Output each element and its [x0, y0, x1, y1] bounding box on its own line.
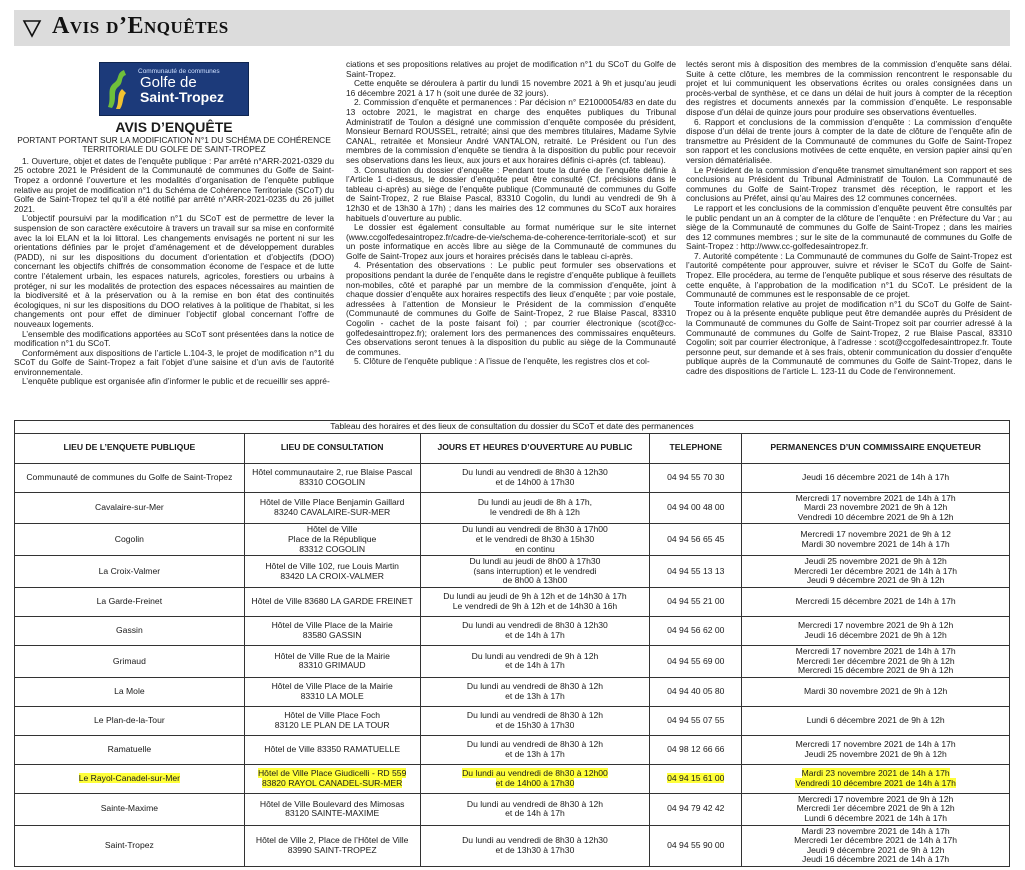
cell-lieu	[15, 492, 245, 524]
paragraph: lectés seront mis à disposition des membres de la commission d’enquête sans délai. Suite à cette clôture, les membres de la commission rencontrent le responsable du projet et lui communiquent les observations écrites ou orales consignées dans un procès-verbal de synthèse, et ce dans un délai de huit jours à compter de la réception des registres et documents annexés par la commission d’enquête. Le responsable dispose d’un délai de quinze jours pour produire ses observations éventuelles.	[686, 59, 1012, 117]
cell-consultation	[244, 764, 420, 793]
cell-line: Mardi 23 novembre 2021 de 9h à 12h	[803, 502, 948, 513]
table-row	[15, 677, 1010, 706]
coastline-logo-icon	[104, 67, 130, 111]
cell-line: Le Plan-de-la-Tour	[94, 714, 165, 725]
cell-line: Hôtel de Ville Place Benjamin Gaillard	[259, 497, 405, 508]
cell-lieu	[15, 463, 245, 492]
cell-line: Du lundi au vendredi de 8h30 à 12h30	[462, 835, 608, 846]
cell-line: 04 94 55 07 55	[667, 714, 725, 725]
cell-telephone	[650, 492, 742, 524]
cell-line: et de 13h30 à 17h30	[495, 844, 575, 855]
cell-telephone	[650, 587, 742, 616]
cell-line: Du lundi au vendredi de 8h30 à 12h	[466, 739, 604, 750]
cell-consultation	[244, 616, 420, 645]
cell-line: La Mole	[114, 685, 145, 696]
cell-line: 83310 LA MOLE	[300, 690, 364, 701]
cell-consultation	[244, 492, 420, 524]
cell-line: 83420 LA CROIX-VALMER	[280, 570, 384, 581]
cell-telephone	[650, 524, 742, 556]
cell-line: Jeudi 25 novembre 2021 de 9h à 12h	[804, 748, 947, 759]
cell-horaires	[420, 735, 650, 764]
cell-telephone	[650, 645, 742, 677]
cell-line: Lundi 6 décembre 2021 de 14h à 17h	[804, 812, 948, 823]
section-title: Avis d’Enquêtes	[52, 13, 229, 39]
cell-permanences	[742, 677, 1010, 706]
cell-line: et de 13h à 17h	[505, 690, 565, 701]
cell-line: Du lundi au vendredi de 8h30 à 12h30	[462, 620, 608, 631]
cell-line: 83120 SAINTE-MAXIME	[285, 808, 380, 819]
cell-consultation	[244, 587, 420, 616]
cell-consultation	[244, 524, 420, 556]
cell-consultation	[244, 677, 420, 706]
paragraph: 7. Autorité compétente : La Communauté de communes du Golfe de Saint-Tropez est l’autorité compétente pour approuver, suivre et réviser le SCoT du Golfe de Saint-Tropez. Elle procédera, au terme de l’enquête publique et sous réserve des résultats de cette enquête, à l’approbation de la modification n°1 du SCoT. Le président de la Communauté de communes est le responsable de ce projet.	[686, 250, 1012, 300]
cell-telephone	[650, 616, 742, 645]
notice-column-1	[14, 60, 334, 387]
cell-line: et de 15h30 à 17h30	[495, 719, 575, 730]
cell-horaires	[420, 492, 650, 524]
cell-consultation	[244, 825, 420, 866]
cell-permanences	[742, 524, 1010, 556]
cell-line: Place de la République	[287, 533, 377, 544]
cell-line: 04 94 55 90 00	[667, 839, 725, 850]
cell-line: Jeudi 9 décembre 2021 de 9h à 12h	[806, 575, 945, 586]
cell-line: 83310 GRIMAUD	[298, 660, 366, 671]
cell-line: Jeudi 16 décembre 2021 de 14h à 17h	[802, 854, 950, 865]
table-body	[15, 463, 1010, 866]
cell-telephone	[650, 793, 742, 825]
cell-consultation	[244, 735, 420, 764]
header-consultation: LIEU DE CONSULTATION	[244, 433, 420, 463]
paragraph: L’ensemble des modifications apportées au SCoT sont présentées dans la notice de modification n°1 du SCoT.	[14, 328, 334, 349]
cell-line: Du lundi au jeudi de 8h à 17h,	[477, 497, 593, 508]
cell-line: et de 14h00 à 17h30	[495, 777, 575, 788]
cell-line: Hôtel de Ville 83350 RAMATUELLE	[264, 743, 401, 754]
cell-consultation	[244, 706, 420, 735]
notice-subtitle: PORTANT PORTANT SUR LA MODIFICATION N°1 DU SCHÉMA DE COHÉRENCE TERRITORIALE DU GOLFE DE SAINT-TROPEZ	[17, 135, 331, 155]
cell-line: 04 98 12 66 66	[667, 743, 725, 754]
table-row	[15, 645, 1010, 677]
table-row	[15, 463, 1010, 492]
header-telephone: TELEPHONE	[650, 433, 742, 463]
cell-line: Mercredi 17 novembre 2021 de 14h à 17h	[795, 492, 956, 503]
header-permanences: PERMANENCES D’UN COMMISSAIRE ENQUETEUR	[742, 433, 1010, 463]
cell-horaires	[420, 463, 650, 492]
table-row	[15, 616, 1010, 645]
paragraph: ciations et ses propositions relatives au projet de modification n°1 du SCoT du Golfe de Saint-Tropez.	[346, 59, 676, 79]
cell-line: Le vendredi de 9h à 12h et de 14h30 à 16h	[452, 600, 618, 611]
cell-line: 04 94 40 05 80	[667, 685, 725, 696]
cell-line: Vendredi 10 décembre 2021 de 9h à 12h	[797, 511, 954, 522]
cell-telephone	[650, 556, 742, 588]
header-horaires: JOURS ET HEURES D’OUVERTURE AU PUBLIC	[420, 433, 650, 463]
cell-line: Hôtel communautaire 2, rue Blaise Pascal	[252, 467, 413, 477]
cell-line: et de 14h à 17h	[505, 808, 565, 819]
cell-line: et de 14h à 17h	[505, 660, 565, 671]
permanences-table-wrapper	[14, 420, 1010, 867]
cell-line: Mercredi 17 novembre 2021 de 9h à 12h	[797, 620, 954, 631]
paragraph: 6. Rapport et conclusions de la commission d’enquête : La commission d’enquête dispose d’un délai de trente jours à compter de la date de clôture de l’enquête afin de transmettre au Président de la Communauté de communes du Golfe de Saint-Tropez son rapport et les conclusions motivées de cette enquête, en version papier ainsi qu’en version dématérialisée.	[686, 116, 1012, 165]
cell-telephone	[650, 706, 742, 735]
cell-line: Du lundi au jeudi de 8h00 à 17h30	[469, 556, 601, 567]
cell-lieu	[15, 524, 245, 556]
cell-horaires	[420, 616, 650, 645]
table-row	[15, 524, 1010, 556]
cell-lieu	[15, 825, 245, 866]
cell-line: La Garde-Freinet	[96, 596, 163, 607]
paragraph: L’enquête publique est organisée afin d’informer le public et de recueillir ses appré-	[22, 376, 330, 387]
cell-line: Ramatuelle	[107, 743, 152, 754]
paragraph: Cette enquête se déroulera à partir du lundi 15 novembre 2021 à 9h et jusqu’au jeudi 16 décembre 2021 à 17 h (soit une durée de 32 jours).	[346, 78, 676, 98]
table-caption: Tableau des horaires et des lieux de consultation du dossier du SCoT et date des permanences	[14, 420, 1010, 433]
table-row	[15, 793, 1010, 825]
logo-name-line1: Golfe de	[140, 74, 197, 91]
paragraph: Le dossier est également consultable au format numérique sur le site internet (www.ccgolfedesaintropez.fr/cadre-de-vie/schema-de-coherence-territoriale-scot) et sur un poste informatique en accès libre au siège de la Communauté de communes du Golfe de Saint-Tropez aux jours et horaires précisés dans le tableau ci-après.	[346, 222, 676, 261]
cell-line: 83310 COGOLIN	[299, 476, 366, 487]
table-row	[15, 735, 1010, 764]
table-row	[15, 825, 1010, 866]
cell-line: Mardi 30 novembre 2021 de 14h à 17h	[801, 538, 950, 549]
cell-line: 83120 LE PLAN DE LA TOUR	[274, 719, 390, 730]
cell-line: le vendredi de 8h à 12h	[490, 506, 580, 517]
cell-line: Cogolin	[114, 533, 144, 544]
cell-line: 04 94 55 70 30	[667, 471, 725, 482]
paragraph: 1. Ouverture, objet et dates de l’enquête publique : Par arrêté n°ARR-2021-0329 du 25 octobre 2021 le Président de la Communauté de communes du Golfe de Saint-Tropez a ordonné l’ouverture et les modalités d’organisation de l’enquête publique relative au projet de modification n°1 du Schéma de Cohérence Territoriale (SCoT) du Golfe de Saint-Tropez tel qu’il a été notifié par arrêté n°ARR-2021-0235 du 26 juillet 2021.	[14, 155, 334, 214]
cell-line: Jeudi 25 novembre 2021 de 9h à 12h	[804, 556, 947, 567]
cell-line: et de 14h à 17h	[505, 629, 565, 640]
cell-line: Du lundi au vendredi de 8h30 à 12h	[466, 681, 604, 692]
triangle-down-icon	[22, 18, 42, 38]
cell-line: 04 94 55 13 13	[667, 565, 725, 576]
cell-line: 04 94 55 69 00	[667, 655, 725, 666]
cell-permanences	[742, 556, 1010, 588]
notice-column-3	[686, 60, 1012, 377]
cell-line: Mardi 23 novembre 2021 de 14h à 17h	[801, 768, 950, 779]
table-row	[15, 587, 1010, 616]
cell-line: 83990 SAINT-TROPEZ	[287, 844, 377, 855]
paragraph: Toute information relative au projet de modification n°1 du SCoT du Golfe de Saint-Tropez ou à la présente enquête publique peut être demandée auprès du Président de la Communauté de communes du Golfe de Saint-Tropez soit par courrier adressé à la Communauté de communes du Golfe de Saint-Tropez, 2 rue Blaise Pascal, 83310 Cogolin; soit par courrier électronique, à l’adresse : scot@ccgolfedesainttropez.fr. Toute personne peut, sur demande et à ses frais, obtenir communication du dossier d’enquête publique auprès de la Communauté de communes du Golfe de Saint-Tropez, dans le cadre des dispositions de l’article L. 123-11 du Code de l’environnement.	[686, 298, 1012, 376]
cell-line: Mercredi 15 décembre 2021 de 14h à 17h	[795, 596, 956, 607]
cell-line: Hôtel de Ville 2, Place de l’Hôtel de Ville	[255, 835, 409, 846]
cell-line: Hôtel de Ville Rue de la Mairie	[274, 650, 390, 661]
cell-line: Sainte-Maxime	[100, 803, 159, 814]
cell-line: Hôtel de Ville Boulevard des Mimosas	[259, 798, 405, 809]
logo-caption: Communauté de communes	[138, 68, 220, 75]
cell-horaires	[420, 677, 650, 706]
table-row	[15, 492, 1010, 524]
cell-line: 04 94 00 48 00	[667, 502, 725, 513]
cell-line: 83312 COGOLIN	[299, 543, 366, 554]
cell-horaires	[420, 556, 650, 588]
cell-consultation	[244, 645, 420, 677]
cell-lieu	[15, 735, 245, 764]
paragraph: 4. Présentation des observations : Le public peut formuler ses observations et propositions pendant la durée de l’enquête dans le registre d’enquête publique à feuillets non-mobiles, côté et paraphé par un membre de la commission d’enquête, joint à chaque dossier d’enquête aux horaires respectifs des lieux d’enquête ; par voie postale, adressées à l’attention de Monsieur le Président de la commission d’enquête (Communauté de communes du Golfe de Saint-Tropez, 2 rue Blaise Pascal, 83310 Cogolin - cachet de la poste faisant foi) ; par courrier électronique (scot@cc-golfedesainttropez.fr); oralement lors des permanences des commissaires enquêteurs. Ces observations seront tenues à la disposition du public au siège de la Communauté de communes.	[346, 260, 676, 357]
cell-telephone	[650, 825, 742, 866]
cell-line: Le Rayol-Canadel-sur-Mer	[78, 772, 180, 783]
cell-horaires	[420, 793, 650, 825]
cell-lieu	[15, 677, 245, 706]
cell-line: 04 94 15 61 00	[667, 772, 725, 783]
cell-line: Mercredi 17 novembre 2021 de 14h à 17h	[795, 739, 956, 750]
cell-horaires	[420, 587, 650, 616]
paragraph: L’objectif poursuivi par la modification n°1 du SCoT est de permettre de lever la suspension de son caractère exécutoire à travers un travail sur sa mise en conformité avec la loi ELAN et la loi littoral. Les changements envisagés ne portent ni sur les orientations définies par le projet d’aménagement et de développement durables (PADD), ni sur les dispositions du document d’orientation et d’objectifs (DOO) concernant les objectifs chiffrés de consommation économe de l’espace et de lutte contre l’étalement urbain, les espaces naturels, agricoles, forestiers ou urbains à protéger, ni sur les modalités de protection des espaces nécessaires au maintien de la biodiversité et à la préservation ou à la remise en bon état des continuités écologiques, ni sur les dispositions du DOO relatives à la politique de l’habitat, si les changements ont pour effet de diminuer l’objectif global concernant l’offre de nouveaux logements.	[14, 213, 334, 329]
cell-line: Hôtel de Ville	[306, 524, 358, 535]
cell-line: Mercredi 17 novembre 2021 de 14h à 17h	[795, 645, 956, 656]
cell-permanences	[742, 735, 1010, 764]
cell-line: 04 94 56 62 00	[667, 625, 725, 636]
cell-line: Saint-Tropez	[104, 839, 154, 850]
cell-line: Du lundi au vendredi de 8h30 à 12h	[466, 710, 604, 721]
cell-line: Jeudi 16 décembre 2021 de 9h à 12h	[804, 629, 947, 640]
cell-line: Mercredi 15 décembre 2021 de 9h à 12h	[797, 665, 954, 676]
cell-horaires	[420, 825, 650, 866]
cell-line: Mardi 30 novembre 2021 de 9h à 12h	[803, 685, 948, 696]
cell-line: Du lundi au vendredi de 9h à 12h	[471, 650, 599, 661]
cell-line: Mercredi 1er décembre 2021 de 14h à 17h	[794, 835, 958, 846]
notice-column-2	[346, 60, 676, 367]
cell-lieu	[15, 645, 245, 677]
cell-line: et le vendredi de 8h30 à 15h30	[475, 533, 595, 544]
cell-permanences	[742, 825, 1010, 866]
cell-line: Mercredi 17 novembre 2021 de 9h à 12	[800, 529, 951, 540]
cell-line: 04 94 79 42 42	[667, 803, 725, 814]
cell-line: 83240 CAVALAIRE-SUR-MER	[274, 506, 391, 517]
paragraph: Conformément aux dispositions de l’article L.104-3, le projet de modification n°1 du SCoT du Golfe de Saint-Tropez a fait l’objet d’une saisine et d’un avis de l’autorité environnementale.	[14, 347, 334, 377]
cell-line: Mardi 23 novembre 2021 de 14h à 17h	[801, 825, 950, 836]
cell-telephone	[650, 463, 742, 492]
cell-permanences	[742, 616, 1010, 645]
table-header-row	[15, 433, 1010, 463]
table-row	[15, 706, 1010, 735]
permanences-table	[14, 420, 1010, 867]
cell-lieu	[15, 764, 245, 793]
cell-line: Hôtel de Ville Place de la Mairie	[271, 620, 393, 631]
cell-permanences	[742, 793, 1010, 825]
cell-line: Grimaud	[112, 655, 146, 666]
cell-line: 83580 GASSIN	[302, 629, 362, 640]
cell-line: (sans interruption) et le vendredi	[473, 565, 597, 576]
cell-line: Hôtel de Ville Place de la Mairie	[271, 681, 393, 692]
cell-horaires	[420, 645, 650, 677]
cell-line: Hôtel de Ville Place Giudicelli - RD 559	[257, 768, 407, 779]
cell-line: et de 13h à 17h	[505, 748, 565, 759]
cell-horaires	[420, 706, 650, 735]
cell-line: en continu	[515, 543, 555, 554]
cell-permanences	[742, 587, 1010, 616]
cell-lieu	[15, 587, 245, 616]
cell-line: et de 14h00 à 17h30	[495, 476, 575, 487]
cell-line: Mercredi 1er décembre 2021 de 9h à 12h	[796, 655, 955, 666]
cell-line: Hôtel de Ville Place Foch	[284, 710, 381, 721]
table-row	[15, 556, 1010, 588]
cell-line: 04 94 56 65 45	[667, 533, 725, 544]
cell-line: Du lundi au jeudi de 9h à 12h et de 14h30 à 17h	[443, 591, 627, 602]
paragraph: Le Président de la commission d’enquête transmet simultanément son rapport et ses conclusions au Président du Tribunal Administratif de Toulon. La Communauté de communes du Golfe de Saint-Tropez transmet dès réception, le rapport et les conclusions au Préfet, ainsi qu’au Maires des 12 communes concernées.	[686, 164, 1012, 204]
cell-permanences	[742, 645, 1010, 677]
cell-permanences	[742, 764, 1010, 793]
cell-line: La Croix-Valmer	[98, 565, 161, 576]
cell-line: Du lundi au vendredi de 8h30 à 17h00	[462, 524, 608, 535]
cell-line: Mercredi 1er décembre 2021 de 14h à 17h	[794, 565, 958, 576]
cell-consultation	[244, 463, 420, 492]
cell-line: Jeudi 16 décembre 2021 de 14h à 17h	[802, 471, 950, 482]
cell-lieu	[15, 616, 245, 645]
cell-telephone	[650, 677, 742, 706]
paragraph: 2. Commission d’enquête et permanences : Par décision n° E21000054/83 en date du 13 octobre 2021, le magistrat en charge des enquêtes publiques du Tribunal Administratif de Toulon a désigné une commission d’enquête composée du président, Monsieur Bernard ROUSSEL, retraité; ainsi que des membres titulaires, Madame Sylvie CANAL, retraitée et Monsieur André VANTALON, retraité. Le Président ou l’un des membres de la commission d’enquête se tiendra à la disposition du public pour recevoir ses observations dans les lieux, aux jours et aux horaires définis ci-après (cf. tableau).	[346, 97, 676, 165]
cell-consultation	[244, 556, 420, 588]
cell-line: de 8h00 à 13h00	[502, 575, 568, 586]
cell-horaires	[420, 764, 650, 793]
cell-permanences	[742, 492, 1010, 524]
cell-line: 04 94 55 21 00	[667, 596, 725, 607]
cell-permanences	[742, 706, 1010, 735]
cell-horaires	[420, 524, 650, 556]
cell-line: Cavalaire-sur-Mer	[94, 502, 164, 513]
cell-lieu	[15, 706, 245, 735]
logo-name-line2: Saint-Tropez	[140, 89, 225, 105]
paragraph: 5. Clôture de l’enquête publique : A l’issue de l’enquête, les registres clos et col-	[354, 356, 650, 367]
cell-line: 83820 RAYOL CANADEL-SUR-MER	[261, 777, 403, 788]
cell-line: Communauté de communes du Golfe de Saint-Tropez	[26, 471, 233, 482]
cell-line: Mercredi 1er décembre 2021 de 9h à 12h	[796, 803, 955, 814]
cell-line: Mercredi 17 novembre 2021 de 9h à 12h	[797, 793, 954, 804]
cell-line: Du lundi au vendredi de 8h30 à 12h00	[462, 768, 608, 779]
cell-line: Vendredi 10 décembre 2021 de 14h à 17h	[795, 777, 956, 788]
cell-line: Hôtel de Ville 102, rue Louis Martin	[265, 560, 399, 571]
cell-lieu	[15, 556, 245, 588]
table-row	[15, 764, 1010, 793]
cell-line: Lundi 6 décembre 2021 de 9h à 12h	[806, 714, 945, 725]
paragraph: Le rapport et les conclusions de la commission d’enquête peuvent être consultés par le public pendant un an à compter de la clôture de l’enquête : en Préfecture du Var ; au siège de la Communauté de communes du Golfe de Saint-Tropez ; dans les mairies des 12 communes membres ; sur le site de la communauté de communes du Golfe de Saint-Tropez : http://www.cc-golfedesaintropez.fr.	[686, 202, 1012, 252]
cell-line: Jeudi 9 décembre 2021 de 9h à 12h	[806, 844, 945, 855]
cell-permanences	[742, 463, 1010, 492]
paragraph: 3. Consultation du dossier d’enquête : Pendant toute la durée de l’enquête définie à l’Article 1 ci-dessus, le dossier d’enquête peut être consulté (Cf. précisions dans le tableau ci-après) au siège de l’enquête publique (Communauté de communes du Golfe de Saint-Tropez, 2 rue Blaise Pascal, 83310 Cogolin, du lundi au vendredi de 9h à 12h30 et de 13h30 à 17h) ; dans les mairies des 12 communes du SCoT aux horaires habituels d’ouverture au public.	[346, 164, 676, 223]
cell-line: Hôtel de Ville 83680 LA GARDE FREINET	[251, 596, 413, 607]
cell-line: Gassin	[115, 625, 143, 636]
cell-lieu	[15, 793, 245, 825]
logo	[99, 62, 249, 116]
cell-line: Du lundi au vendredi de 8h30 à 12h	[466, 798, 604, 809]
cell-line: Du lundi au vendredi de 8h30 à 12h30	[462, 467, 608, 477]
notice-title: AVIS D’ENQUÊTE	[115, 119, 233, 135]
cell-telephone	[650, 764, 742, 793]
header-lieu: LIEU DE L’ENQUETE PUBLIQUE	[15, 433, 245, 463]
cell-consultation	[244, 793, 420, 825]
cell-telephone	[650, 735, 742, 764]
